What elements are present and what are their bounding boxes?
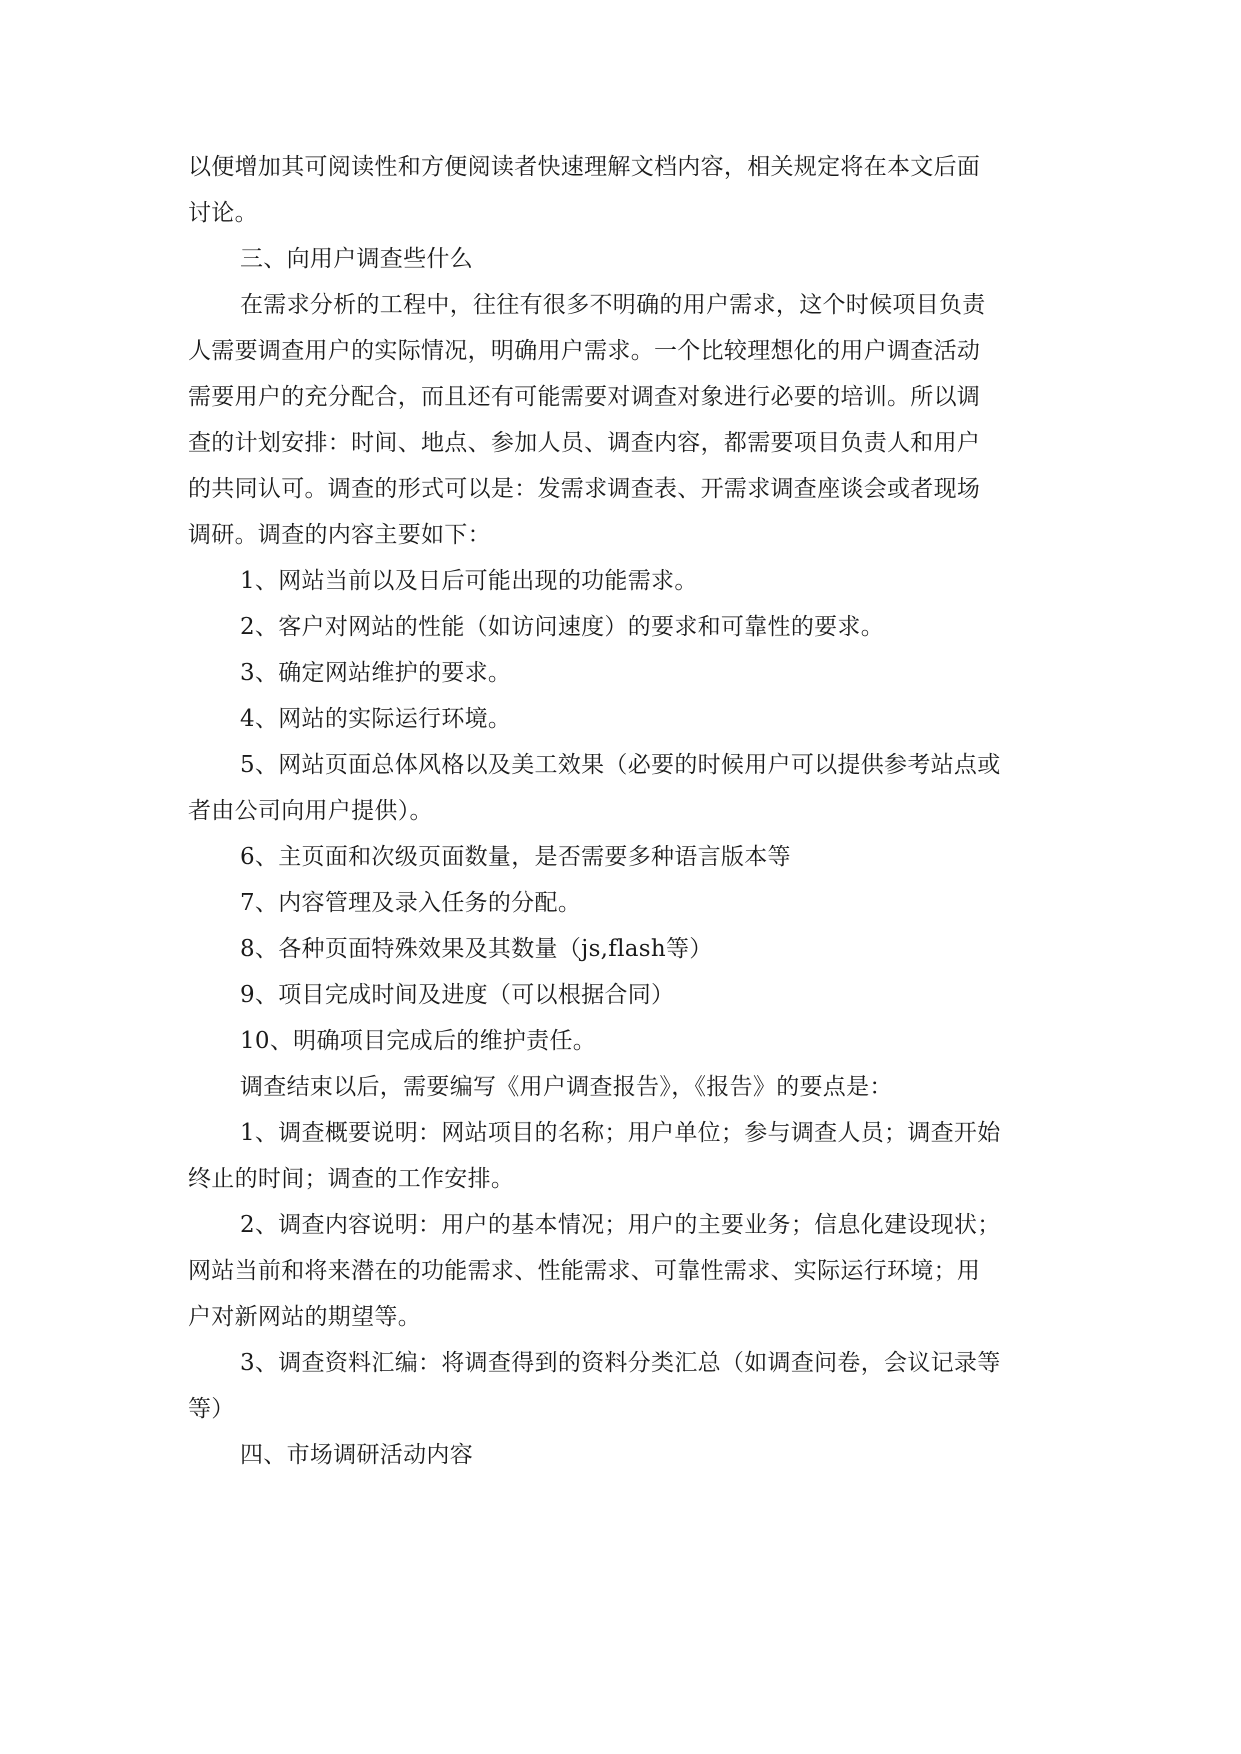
section-heading: 四、市场调研活动内容 (240, 1442, 473, 1468)
list-item-continuation: 户对新网站的期望等。 (188, 1304, 421, 1330)
section-heading: 三、向用户调查些什么 (240, 246, 473, 272)
list-item: 2、调查内容说明：用户的基本情况；用户的主要业务；信息化建设现状； (240, 1212, 1001, 1238)
list-item: 1、调查概要说明：网站项目的名称；用户单位；参与调查人员；调查开始 (240, 1120, 1001, 1146)
list-item: 3、确定网站维护的要求。 (240, 660, 512, 686)
body-text-line: 查的计划安排：时间、地点、参加人员、调查内容，都需要项目负责人和用户 (188, 430, 981, 456)
list-item: 2、客户对网站的性能（如访问速度）的要求和可靠性的要求。 (240, 614, 885, 640)
list-item: 8、各种页面特殊效果及其数量（js,flash等） (240, 936, 713, 962)
list-item: 3、调查资料汇编：将调查得到的资料分类汇总（如调查问卷，会议记录等 (240, 1350, 1001, 1376)
body-text-line: 调查结束以后，需要编写《用户调查报告》，《报告》的要点是： (240, 1074, 893, 1100)
body-text-line: 人需要调查用户的实际情况，明确用户需求。一个比较理想化的用户调查活动 (188, 338, 981, 364)
list-item: 6、主页面和次级页面数量，是否需要多种语言版本等 (240, 844, 791, 870)
list-item-continuation: 者由公司向用户提供）。 (188, 798, 433, 824)
body-text-line: 调研。调查的内容主要如下： (188, 522, 491, 548)
body-text-line: 在需求分析的工程中，往往有很多不明确的用户需求，这个时候项目负责 (240, 292, 986, 318)
list-item: 5、网站页面总体风格以及美工效果（必要的时候用户可以提供参考站点或 (240, 752, 1001, 778)
list-item: 1、网站当前以及日后可能出现的功能需求。 (240, 568, 698, 594)
body-text-line: 讨论。 (188, 200, 258, 226)
list-item-continuation: 网站当前和将来潜在的功能需求、性能需求、可靠性需求、实际运行环境；用 (188, 1258, 981, 1284)
list-item-continuation: 终止的时间；调查的工作安排。 (188, 1166, 515, 1192)
list-item: 7、内容管理及录入任务的分配。 (240, 890, 582, 916)
list-item-continuation: 等） (188, 1396, 235, 1422)
body-text-line: 以便增加其可阅读性和方便阅读者快速理解文档内容，相关规定将在本文后面 (188, 154, 981, 180)
list-item: 9、项目完成时间及进度（可以根据合同） (240, 982, 675, 1008)
body-text-line: 需要用户的充分配合，而且还有可能需要对调查对象进行必要的培训。所以调 (188, 384, 981, 410)
list-item: 10、明确项目完成后的维护责任。 (240, 1028, 597, 1054)
list-item: 4、网站的实际运行环境。 (240, 706, 512, 732)
body-text-line: 的共同认可。调查的形式可以是：发需求调查表、开需求调查座谈会或者现场 (188, 476, 981, 502)
